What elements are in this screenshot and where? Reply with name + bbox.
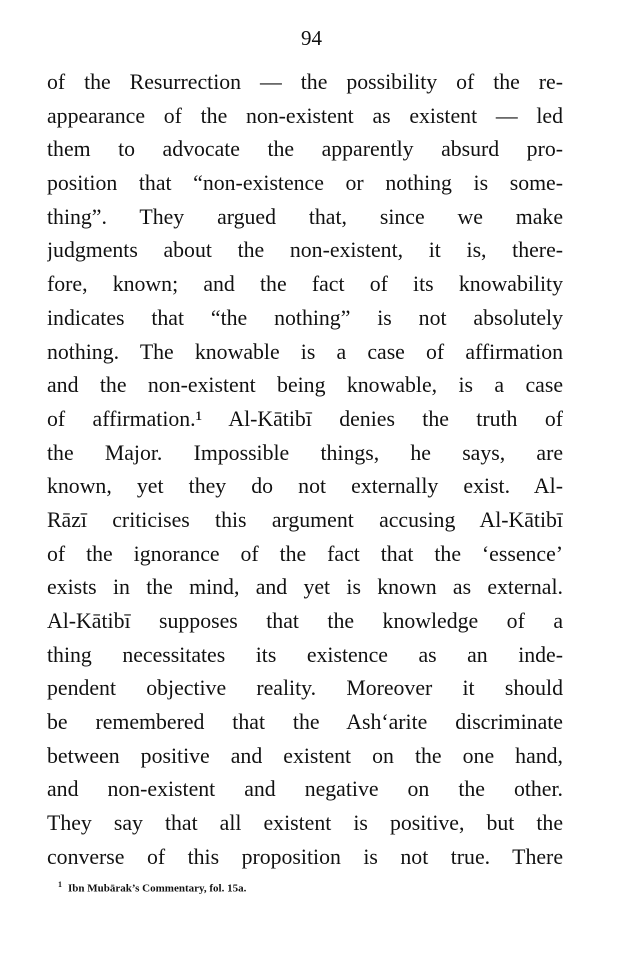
footnote-text: Ibn Mubārak’s Commentary, fol. 15a. xyxy=(68,882,247,895)
text-line: Al-Kātibī supposes that the knowledge of a xyxy=(47,609,563,633)
text-line: between positive and existent on the one hand, xyxy=(47,743,563,768)
text-line: indicates that “the nothing” is not absolutely xyxy=(47,305,563,330)
text-line: of the ignorance of the fact that the ‘essence’ xyxy=(47,541,563,566)
text-line: converse of this proposition is not true. There xyxy=(47,844,563,869)
footnote-marker: 1 xyxy=(58,880,62,889)
text-line: thing”. They argued that, since we make xyxy=(47,204,563,229)
text-line: position that “non-existence or nothing is some- xyxy=(47,171,563,196)
text-line: be remembered that the Ash‘arite discriminate xyxy=(47,710,563,735)
text-line: fore, known; and the fact of its knowability xyxy=(47,272,563,297)
text-line: They say that all existent is positive, but the xyxy=(47,811,563,836)
text-line: nothing. The knowable is a case of affirmation xyxy=(47,339,563,364)
text-line: of affirmation.¹ Al-Kātibī denies the truth of xyxy=(47,406,563,431)
text-line: appearance of the non-existent as existent — led xyxy=(47,103,563,128)
text-line: known, yet they do not externally exist. Al- xyxy=(47,474,563,499)
text-line: thing necessitates its existence as an inde- xyxy=(47,642,563,667)
text-line: judgments about the non-existent, it is, there- xyxy=(47,238,563,263)
text-line: and the non-existent being knowable, is a case xyxy=(47,373,563,398)
text-line: the Major. Impossible things, he says, are xyxy=(47,440,563,465)
text-line: them to advocate the apparently absurd pro- xyxy=(47,137,563,162)
page-number: 94 xyxy=(301,26,322,50)
body-text xyxy=(47,66,563,875)
text-line: pendent objective reality. Moreover it should xyxy=(47,676,563,701)
text-line: exists in the mind, and yet is known as external. xyxy=(47,575,563,600)
text-line: and non-existent and negative on the other. xyxy=(47,777,563,802)
text-line: Rāzī criticises this argument accusing Al-Kātibī xyxy=(47,507,563,532)
footnote xyxy=(58,880,246,895)
text-line: of the Resurrection — the possibility of the re- xyxy=(47,70,563,94)
